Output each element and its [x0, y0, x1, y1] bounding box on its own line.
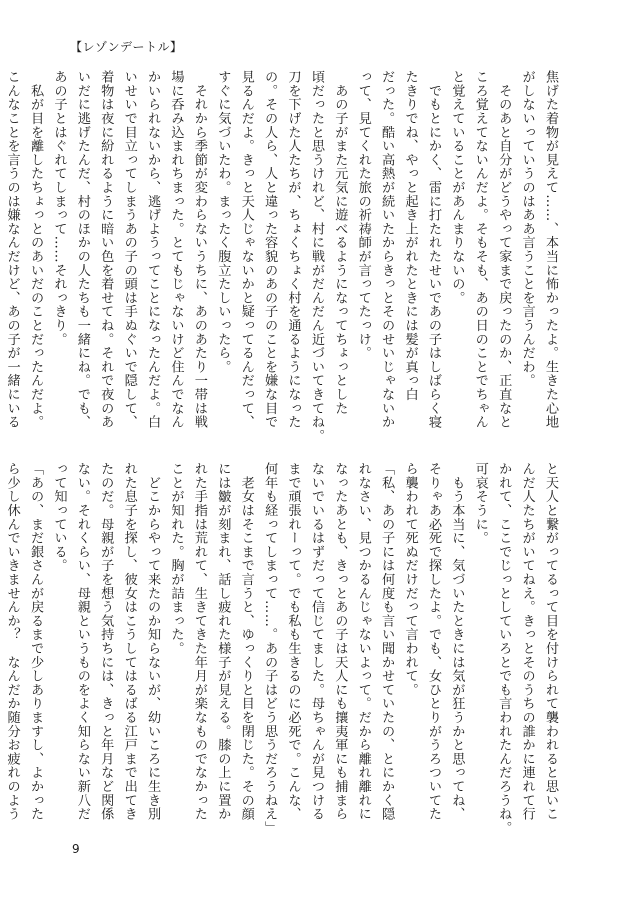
page-number: 9	[72, 842, 80, 856]
text-line: あの子がまた元気に遊べるようになってちょっとした	[332, 70, 348, 415]
text-line: 焦げた着物が見えて……、本当に怖かったよ。生きた心地	[543, 70, 558, 429]
text-line: そのあと自分がどうやって家まで戻ったのか、正直なと	[496, 70, 512, 429]
text-line: いだに逃げたんだ、村のほかの人たちも一緒にね。でも、	[74, 70, 90, 429]
text-line: すぐに気づいたわ。まったく腹立たしいったら。	[215, 70, 231, 374]
text-line: あの子とはぐれてしまって……それっきり。	[51, 70, 67, 346]
text-line: まで頑張れーって。でも私も生きるのに必死で。こんな、	[285, 462, 301, 821]
text-line: ことが知れた。胸が詰まった。	[168, 462, 184, 656]
text-line: こんなことを言うのは嫌なんだけど、あの子が一緒にいる	[4, 70, 20, 429]
text-line: 刀を下げた人たちが、ちょくちょく村を通るようになった	[285, 70, 301, 429]
text-line: 場に呑み込まれちまった。とてもじゃないけど住んでなん	[168, 70, 184, 429]
text-line: かいられないから、逃げようってことになったんだよ。白	[145, 70, 161, 429]
text-line: 「あの、まだ銀さんが戻るまで少しありますし、よかった	[28, 462, 44, 821]
text-line: 着物は夜に紛れるように暗い色を着せてね。それで夜のあ	[98, 70, 114, 429]
text-line: かれて、ここでじっとしていろとでも言われたんだろうね。	[496, 462, 512, 835]
text-line: れた息子を探し、彼女はこうしてはるばる江戸まで出てき	[121, 462, 137, 821]
text-line: には皺が刻まれ、話し疲れた様子が見える。膝の上に置か	[215, 462, 231, 821]
text-line: それから季節が変わらないうちに、あのあたり一帯は戦	[191, 70, 207, 429]
running-head: 【レゾンデートル】	[70, 40, 183, 54]
text-line: ない。それくらい、母親というものをよく知らない新八だ	[74, 462, 90, 821]
text-line: 見るんだよ。きっと天人じゃないかと疑ってるんだって、	[238, 70, 254, 429]
text-line: たのだ。母親が子を想う気持ちには、きっと年月など関係	[98, 462, 114, 821]
text-line: だった。酷い高熱が続いたからきっとそのせいじゃないか	[379, 70, 395, 429]
text-line: そりゃあ必死で探したよ。でも、女ひとりがうろついてた	[425, 462, 441, 821]
text-line: って知っている。	[51, 462, 67, 573]
text-line: ら少し休んでいきませんか？ なんだか随分お疲れのよう	[4, 462, 20, 821]
text-line: 私が目を離したちょっとのあいだのことだったんだよ。	[28, 70, 44, 429]
text-line: たきりでね、やっと起き上がれたときには髪が真っ白	[402, 70, 418, 402]
text-line: 「私、あの子には何度も言い聞かせていたの、とにかく隠	[379, 462, 395, 821]
text-line: の。その人ら、人と違った容貌のあの子のことを嫌な目で	[262, 70, 278, 429]
text-line: ころ覚えてないんだよ。そもそも、あの日のことでちゃん	[472, 70, 488, 429]
text-line: れなさい、見つかるんじゃないよって。だから離れ離れに	[355, 462, 371, 821]
text-line: でもとにかく、雷に打たれたせいであの子はしばらく寝	[425, 70, 441, 429]
text-line: んだ人たちがいてねえ。きっとそのうちの誰かに連れて行	[519, 462, 535, 821]
text-line: どこからやって来たのか知らないが、幼いころに生き別	[145, 462, 161, 821]
text-line: ら襲われて死ぬだけだって言われて。	[402, 462, 418, 697]
text-line: なったあとも、きっとあの子は天人にも攘夷軍にも捕まら	[332, 462, 348, 821]
text-line: がしないっていうのはああ言うことを言うんだわ。	[519, 70, 535, 388]
text-line: って、見てくれた旅の祈祷師が言ってたっけ。	[355, 70, 371, 360]
text-line: れた手指は荒れて、生きてきた年月が楽なものでなかった	[191, 462, 207, 821]
text-line: もう本当に、気づいたときには気が狂うかと思ってね、	[449, 462, 465, 821]
text-block-bottom	[4, 462, 562, 835]
text-block-top	[4, 70, 562, 443]
text-line: ないでいるはずだって信じてました。母ちゃんが見つける	[308, 462, 324, 821]
text-line: と覚えていることがあんまりないの。	[449, 70, 465, 305]
text-line: と天人と繋がってるって目を付けられて襲われると思いこ	[543, 462, 558, 821]
text-line: 可哀そうに。	[472, 462, 488, 545]
text-line: 頃だったと思うけれど、村に戦がだんだん近づいてきてね。	[308, 70, 324, 443]
text-line: いせいで目立ってしまうあの子の頭は手ぬぐいで隠して、	[121, 70, 137, 429]
text-line: 何年も経ってしまって……。あの子はどう思うだろうねえ」	[262, 462, 278, 835]
text-line: 老女はそこまで言うと、ゆっくりと目を閉じた。その顔	[238, 462, 254, 821]
